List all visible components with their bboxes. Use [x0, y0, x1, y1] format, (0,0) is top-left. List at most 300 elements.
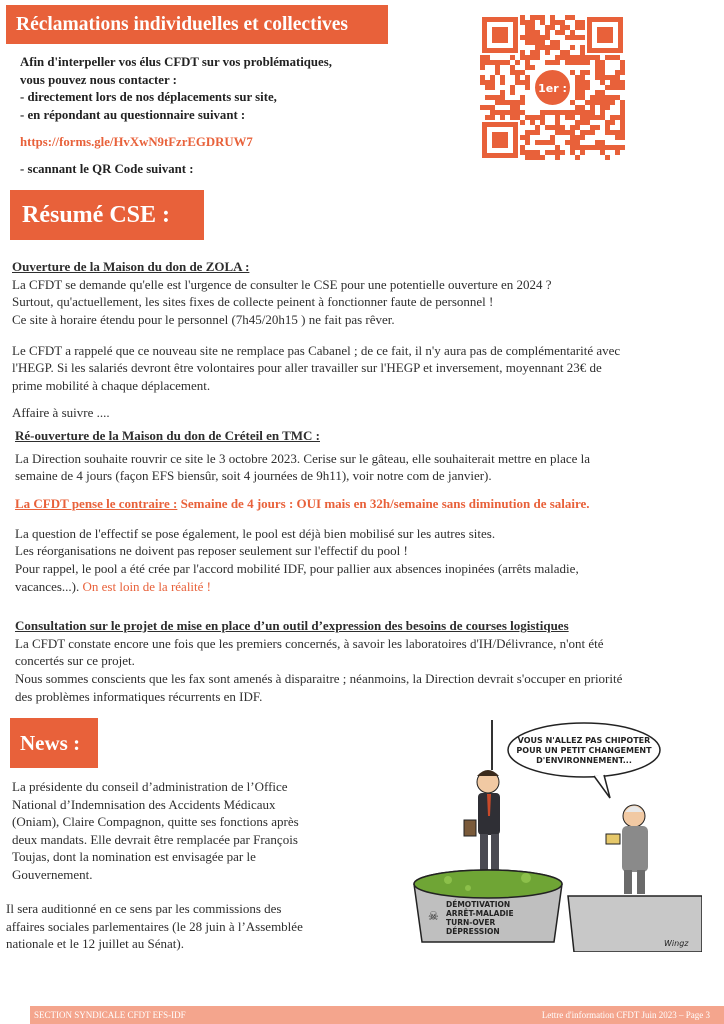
qr-module: [480, 105, 485, 110]
qr-module: [575, 25, 580, 30]
qr-module: [525, 75, 530, 80]
qr-module: [540, 115, 545, 120]
qr-module: [575, 135, 580, 140]
qr-module: [525, 60, 530, 65]
cauldron-label: DÉMOTIVATION: [446, 900, 511, 909]
qr-module: [485, 55, 490, 60]
qr-module: [525, 155, 530, 160]
qr-module: [495, 60, 500, 65]
qr-module: [560, 30, 565, 35]
qr-module: [505, 100, 510, 105]
qr-module: [555, 145, 560, 150]
qr-module: [490, 95, 495, 100]
news-line: Il sera auditionné en ce sens par les commissions des: [6, 901, 282, 916]
qr-module: [565, 25, 570, 30]
qr-module: [615, 70, 620, 75]
qr-module: [580, 95, 585, 100]
qr-module: [575, 35, 580, 40]
qr-module: [620, 135, 625, 140]
logistique-line: des problèmes informatiques récurrents en IDF.: [15, 688, 263, 704]
qr-module: [550, 150, 555, 155]
qr-module: [600, 65, 605, 70]
qr-module: [620, 110, 625, 115]
qr-module: [555, 20, 560, 25]
qr-module: [510, 85, 515, 90]
qr-module: [525, 135, 530, 140]
skull-icon: ☠: [428, 909, 439, 923]
qr-module: [550, 135, 555, 140]
qr-module: [600, 75, 605, 80]
qr-module: [510, 100, 515, 105]
qr-module: [570, 150, 575, 155]
qr-module: [580, 35, 585, 40]
qr-module: [610, 120, 615, 125]
qr-module: [575, 105, 580, 110]
footer-left: SECTION SYNDICALE CFDT EFS-IDF: [34, 1010, 186, 1020]
news-line: Toujas, dont la nomination est envisagée par le: [12, 849, 256, 865]
qr-module: [535, 40, 540, 45]
reclamations-title: Réclamations individuelles et collectives: [6, 5, 388, 44]
qr-module: [610, 130, 615, 135]
news-paragraph-2: [6, 900, 336, 953]
qr-module: [525, 35, 530, 40]
qr-module: [610, 95, 615, 100]
qr-module: [520, 20, 525, 25]
logistique-section: [15, 617, 705, 705]
qr-module: [545, 125, 550, 130]
news-title: News :: [10, 718, 98, 768]
qr-module: [610, 100, 615, 105]
qr-module: [555, 55, 560, 60]
logistique-line: concertés sur ce projet.: [15, 653, 135, 669]
cartoon-signature: Wingz: [664, 939, 689, 948]
qr-module: [530, 15, 535, 20]
qr-module: [620, 115, 625, 120]
qr-module: [515, 70, 520, 75]
qr-module: [585, 100, 590, 105]
qr-module: [540, 45, 545, 50]
news-line: Gouvernement.: [12, 866, 93, 882]
qr-module: [490, 80, 495, 85]
qr-module: [610, 75, 615, 80]
qr-module: [485, 95, 490, 100]
qr-module: [500, 115, 505, 120]
qr-module: [520, 110, 525, 115]
qr-instruction: - scannant le QR Code suivant :: [20, 162, 194, 177]
qr-module: [595, 55, 600, 60]
qr-module: [570, 140, 575, 145]
qr-module: [605, 145, 610, 150]
zola-line: Ce site à horaire étendu pour le personnel (7h45/20h15 ) ne fait pas rêver.: [12, 312, 395, 328]
qr-module: [480, 55, 485, 60]
cauldron-label: TURN-OVER: [446, 918, 496, 927]
qr-module: [565, 110, 570, 115]
creteil-line: La question de l'effectif se pose également, le pool est déjà bien mobilisé sur les autres sites.: [15, 525, 496, 541]
qr-module: [575, 55, 580, 60]
qr-module: [575, 90, 580, 95]
qr-module: [510, 70, 515, 75]
qr-module: [565, 140, 570, 145]
qr-module: [615, 115, 620, 120]
qr-module: [575, 120, 580, 125]
zola-line: La CFDT se demande qu'elle est l'urgence de consulter le CSE pour une potentielle ouverture en 2024 ?: [12, 276, 552, 292]
qr-module: [550, 140, 555, 145]
qr-module: [550, 45, 555, 50]
qr-module: [515, 110, 520, 115]
briefcase: [464, 820, 476, 836]
qr-module: [600, 80, 605, 85]
qr-module: [515, 100, 520, 105]
qr-module: [605, 120, 610, 125]
qr-module: [555, 115, 560, 120]
qr-module: [515, 60, 520, 65]
qr-module: [530, 65, 535, 70]
qr-module: [580, 75, 585, 80]
qr-module: [540, 40, 545, 45]
qr-module: [555, 120, 560, 125]
zola-section: [12, 258, 702, 421]
qr-module: [615, 85, 620, 90]
qr-module: [575, 125, 580, 130]
qr-module: [585, 85, 590, 90]
questionnaire-link[interactable]: https://forms.gle/HvXwN9tFzrEGDRUW7: [20, 134, 253, 149]
qr-module: [505, 60, 510, 65]
zola-follow-up: Affaire à suivre ....: [12, 404, 110, 420]
qr-module: [595, 140, 600, 145]
qr-module: [615, 95, 620, 100]
qr-module: [580, 90, 585, 95]
reclamations-line: - en répondant au questionnaire suivant :: [20, 107, 246, 122]
creteil-line: La Direction souhaite rouvrir ce site le 3 octobre 2023. Cerise sur le gâteau, elle souhaiterait mettre en place la: [15, 450, 591, 466]
qr-module: [500, 95, 505, 100]
qr-module: [570, 115, 575, 120]
qr-module: [515, 75, 520, 80]
qr-module: [565, 60, 570, 65]
qr-module: [595, 75, 600, 80]
qr-module: [620, 60, 625, 65]
qr-module: [580, 60, 585, 65]
bubble-line: VOUS N'ALLEZ PAS CHIPOTER: [517, 736, 651, 745]
qr-module: [605, 155, 610, 160]
qr-module: [515, 115, 520, 120]
qr-module: [525, 30, 530, 35]
qr-module: [615, 75, 620, 80]
qr-module: [510, 90, 515, 95]
qr-module: [585, 55, 590, 60]
qr-module: [495, 65, 500, 70]
reclamations-line: vous pouvez nous contacter :: [20, 72, 177, 87]
qr-module: [580, 145, 585, 150]
logistique-line: La CFDT constate encore une fois que les premiers concernés, à savoir les laboratoires d'IH/Délivrance, n'ont été: [15, 635, 604, 651]
qr-module: [565, 55, 570, 60]
qr-module: [570, 55, 575, 60]
resume-cse-title: Résumé CSE :: [10, 190, 204, 240]
news-line: nationale et le 12 juillet au Sénat).: [6, 936, 184, 952]
qr-module: [500, 80, 505, 85]
qr-module: [615, 130, 620, 135]
creteil-heading: Ré-ouverture de la Maison du don de Créteil en TMC :: [15, 428, 320, 443]
cauldron-label: ARRÊT-MALADIE: [446, 909, 514, 918]
qr-module: [590, 100, 595, 105]
qr-module: [595, 115, 600, 120]
qr-center-label: 1er :: [538, 82, 567, 95]
qr-module: [535, 140, 540, 145]
qr-module: [485, 105, 490, 110]
news-line: National d’Indemnisation des Accidents Médicaux: [12, 796, 276, 812]
qr-module: [570, 100, 575, 105]
qr-module: [575, 60, 580, 65]
qr-module: [605, 100, 610, 105]
qr-module: [485, 60, 490, 65]
qr-module: [600, 140, 605, 145]
qr-module: [515, 105, 520, 110]
qr-module: [500, 90, 505, 95]
qr-module: [570, 130, 575, 135]
creteil-highlight: On est loin de la réalité !: [79, 578, 212, 594]
qr-module: [520, 55, 525, 60]
director-body: [622, 826, 648, 872]
qr-module: [510, 55, 515, 60]
qr-module: [520, 120, 525, 125]
qr-module: [495, 70, 500, 75]
qr-module: [535, 45, 540, 50]
qr-module: [620, 100, 625, 105]
qr-module: [500, 110, 505, 115]
qr-module: [490, 85, 495, 90]
reclamations-line: - directement lors de nos déplacements sur site,: [20, 90, 277, 105]
qr-module: [550, 25, 555, 30]
qr-module: [525, 65, 530, 70]
qr-module: [580, 50, 585, 55]
qr-module: [570, 110, 575, 115]
qr-module: [570, 145, 575, 150]
qr-module: [555, 30, 560, 35]
qr-module: [530, 30, 535, 35]
qr-module: [555, 125, 560, 130]
qr-module: [550, 60, 555, 65]
qr-module: [545, 35, 550, 40]
qr-module: [540, 155, 545, 160]
qr-module: [510, 115, 515, 120]
qr-module: [535, 30, 540, 35]
qr-module: [525, 130, 530, 135]
qr-module: [520, 145, 525, 150]
bubble-line: D'ENVIRONNEMENT...: [536, 756, 632, 765]
qr-module: [520, 100, 525, 105]
qr-module: [545, 140, 550, 145]
qr-module: [530, 40, 535, 45]
qr-module: [510, 105, 515, 110]
qr-module: [590, 105, 595, 110]
qr-module: [495, 110, 500, 115]
qr-module: [575, 145, 580, 150]
cfdt-position-text: Semaine de 4 jours : OUI mais en 32h/semaine sans diminution de salaire.: [177, 496, 590, 512]
qr-module: [580, 130, 585, 135]
qr-module: [535, 55, 540, 60]
qr-module: [560, 50, 565, 55]
cauldron-label: DÉPRESSION: [446, 927, 500, 936]
qr-module: [605, 95, 610, 100]
qr-module: [545, 30, 550, 35]
qr-module: [490, 75, 495, 80]
qr-module: [590, 55, 595, 60]
qr-module: [590, 130, 595, 135]
qr-module: [620, 120, 625, 125]
qr-module: [575, 110, 580, 115]
creteil-line: Les réorganisations ne doivent pas reposer seulement sur l'effectif du pool !: [15, 543, 408, 559]
qr-module: [520, 35, 525, 40]
qr-module: [550, 125, 555, 130]
qr-module: [520, 70, 525, 75]
qr-module: [570, 70, 575, 75]
qr-module: [605, 105, 610, 110]
qr-module: [555, 45, 560, 50]
qr-module: [520, 95, 525, 100]
qr-module: [620, 130, 625, 135]
qr-module: [530, 115, 535, 120]
qr-module: [570, 15, 575, 20]
qr-module: [500, 100, 505, 105]
qr-module: [530, 155, 535, 160]
qr-module: [580, 120, 585, 125]
qr-module: [525, 80, 530, 85]
qr-module: [530, 130, 535, 135]
qr-module: [480, 65, 485, 70]
cfdt-position-label: La CFDT pense le contraire :: [15, 496, 178, 512]
creteil-section: [15, 427, 705, 595]
qr-module: [525, 20, 530, 25]
qr-module: [600, 95, 605, 100]
qr-module: [590, 110, 595, 115]
qr-module: [480, 75, 485, 80]
qr-module: [545, 150, 550, 155]
qr-module: [560, 110, 565, 115]
qr-module: [605, 55, 610, 60]
qr-module: [570, 35, 575, 40]
qr-module: [525, 40, 530, 45]
qr-module: [545, 60, 550, 65]
qr-module: [485, 80, 490, 85]
qr-module: [580, 55, 585, 60]
qr-module: [560, 130, 565, 135]
qr-module: [600, 70, 605, 75]
qr-module: [615, 55, 620, 60]
qr-module: [605, 130, 610, 135]
qr-module: [530, 35, 535, 40]
qr-module: [580, 135, 585, 140]
qr-module: [595, 65, 600, 70]
qr-module: [615, 80, 620, 85]
qr-module: [530, 50, 535, 55]
qr-module: [555, 150, 560, 155]
qr-module: [610, 145, 615, 150]
creteil-line: [15, 578, 705, 596]
qr-module: [580, 70, 585, 75]
qr-module: [605, 85, 610, 90]
qr-module: [515, 80, 520, 85]
qr-module: [580, 20, 585, 25]
news-line: deux mandats. Elle devrait être remplacée par François: [12, 831, 298, 847]
creteil-last-text: vacances...).: [15, 578, 80, 594]
qr-module: [550, 20, 555, 25]
qr-module: [600, 115, 605, 120]
qr-module: [490, 105, 495, 110]
qr-module: [585, 120, 590, 125]
qr-module: [620, 125, 625, 130]
logistique-line: Nous sommes conscients que les fax sont amenés à disparaitre ; néanmoins, la Direction devrait s'occuper en priorité: [15, 671, 623, 687]
news-paragraph: [12, 778, 342, 883]
qr-module: [590, 95, 595, 100]
qr-module: [480, 60, 485, 65]
qr-module: [575, 95, 580, 100]
qr-module: [600, 60, 605, 65]
qr-module: [575, 140, 580, 145]
qr-module: [550, 110, 555, 115]
qr-module: [585, 110, 590, 115]
qr-module: [595, 70, 600, 75]
qr-module: [610, 85, 615, 90]
qr-code[interactable]: [480, 15, 625, 160]
qr-module: [535, 35, 540, 40]
qr-module: [600, 105, 605, 110]
qr-module: [595, 100, 600, 105]
qr-module: [530, 55, 535, 60]
qr-module: [585, 80, 590, 85]
qr-module: [600, 150, 605, 155]
qr-module: [580, 110, 585, 115]
qr-module: [545, 50, 550, 55]
creteil-line: Pour rappel, le pool a été crée par l'accord mobilité IDF, pour pallier aux absences inopinées (arrêts maladie,: [15, 561, 579, 577]
qr-module: [530, 120, 535, 125]
qr-module: [580, 80, 585, 85]
qr-module: [600, 90, 605, 95]
qr-module: [535, 130, 540, 135]
qr-module: [570, 30, 575, 35]
qr-module: [540, 35, 545, 40]
qr-module: [495, 95, 500, 100]
zola-heading: Ouverture de la Maison du don de ZOLA :: [12, 259, 250, 274]
bubble-line: POUR UN PETIT CHANGEMENT: [516, 746, 652, 755]
qr-module: [545, 110, 550, 115]
qr-module: [520, 135, 525, 140]
zola-line: Surtout, qu'actuellement, les sites fixes de collecte peinent à fonctionner faute de personnel !: [12, 294, 494, 310]
qr-module: [580, 150, 585, 155]
zola-line: prime mobilité à chaque déplacement.: [12, 378, 211, 394]
qr-module: [540, 20, 545, 25]
qr-module: [575, 85, 580, 90]
qr-module: [615, 145, 620, 150]
qr-module: [570, 60, 575, 65]
qr-module: [580, 105, 585, 110]
qr-module: [620, 70, 625, 75]
qr-module: [585, 145, 590, 150]
qr-module: [560, 55, 565, 60]
qr-module: [610, 115, 615, 120]
qr-module: [615, 150, 620, 155]
qr-module: [485, 85, 490, 90]
qr-module: [535, 50, 540, 55]
qr-module: [595, 95, 600, 100]
qr-module: [490, 115, 495, 120]
cartoon-illustration: [408, 720, 702, 952]
qr-module: [535, 15, 540, 20]
qr-module: [560, 25, 565, 30]
qr-module: [580, 25, 585, 30]
cfdt-position: [15, 495, 705, 513]
qr-module: [600, 145, 605, 150]
news-line: La présidente du conseil d’administration de l’Office: [12, 779, 288, 794]
qr-module: [565, 115, 570, 120]
